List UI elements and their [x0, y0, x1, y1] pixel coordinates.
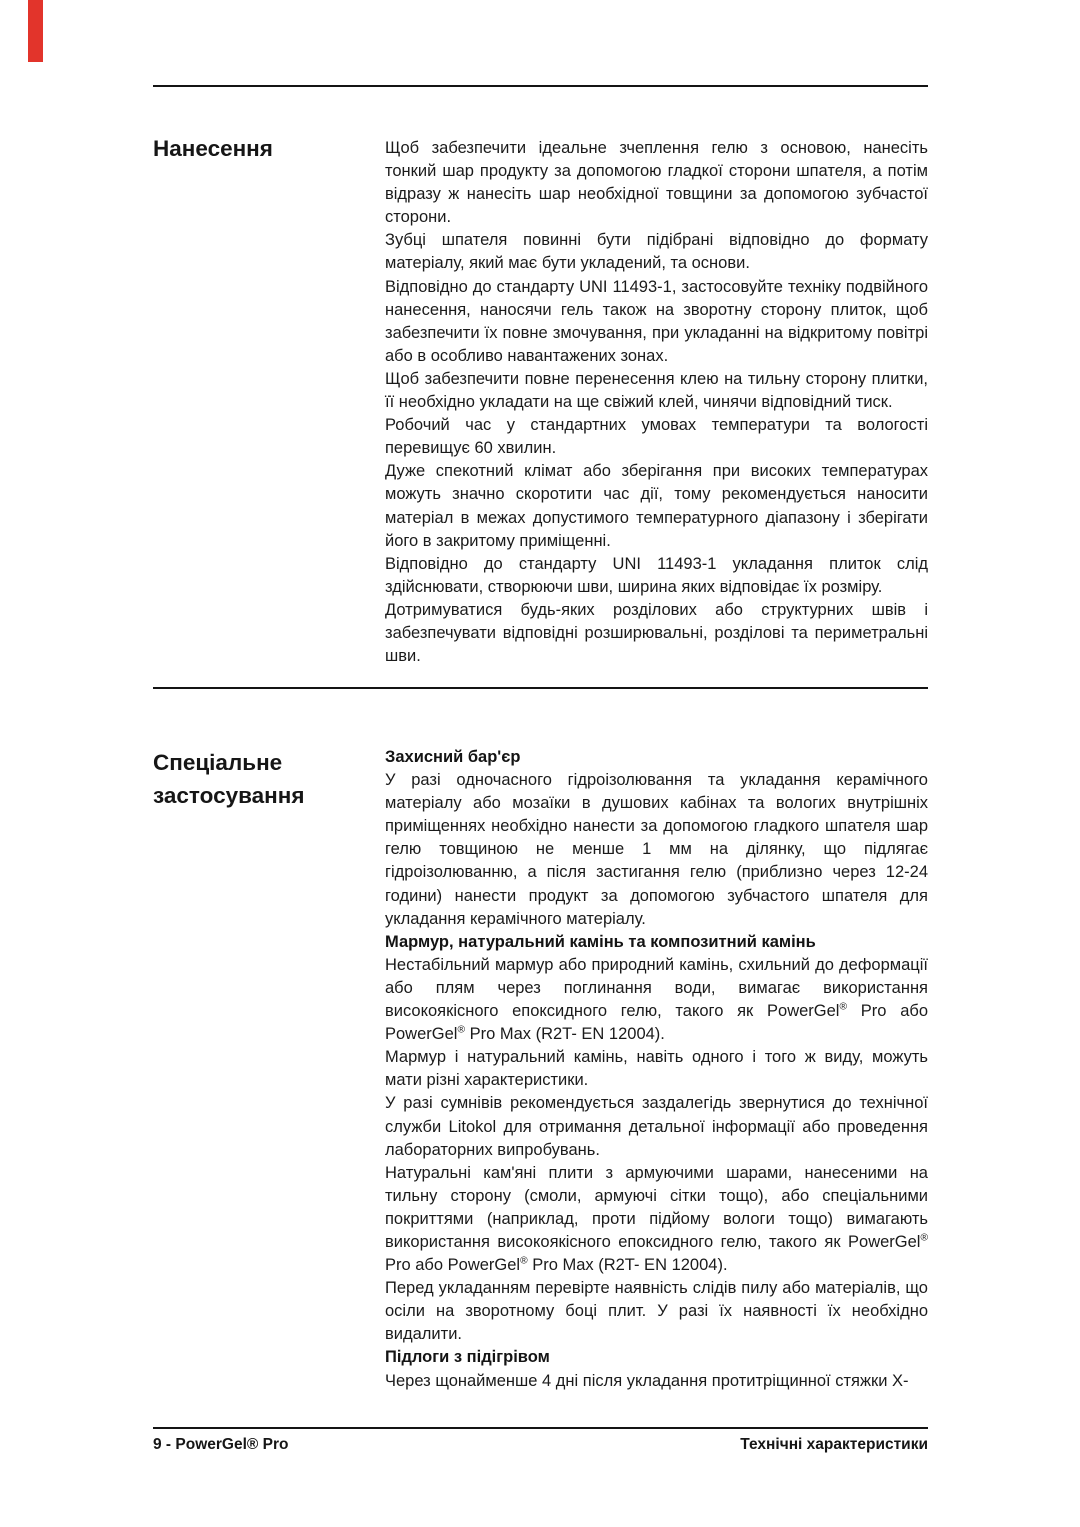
body-paragraph: Відповідно до стандарту UNI 11493-1 укладання плиток слід здійснювати, створюючи шви, ширина яких відповідає їх розміру. — [385, 554, 928, 596]
body-paragraph: У разі одночасного гідроізолювання та укладання керамічного матеріалу або мозаїки в душових кабінах та вологих внутрішніх приміщеннях необхідно нанести за допомогою гладкого шпателя шар гелю товщиною не менше 1 мм на ділянку, що підлягає гідроізолюванню, а після застигання гелю (приблизно через 12-24 години) нанести продукт за допомогою зубчастого шпателя для укладання керамічного матеріалу. — [385, 771, 928, 928]
body-paragraph: Дотримуватися будь-яких розділових або структурних швів і забезпечувати відповідні розширювальні, розділові та периметральні шви. — [385, 600, 928, 666]
footer-document-type: Технічні характеристики — [740, 1436, 928, 1453]
red-corner-mark — [28, 0, 43, 62]
body-paragraph: Натуральні кам'яні плити з армуючими шарами, нанесеними на тильну сторону (смоли, армуючі сітки тощо), або спеціальними покриттями (наприклад, проти підйому вологи тощо) вимагають використання високоякісного епоксидного гелю, такого як PowerGel® Pro або PowerGel® Pro Max (R2T- EN 12004). — [385, 1163, 928, 1275]
section-heading-special-application: Спеціальне застосування — [153, 750, 305, 808]
body-paragraph: Щоб забезпечити повне перенесення клею на тильну сторону плитки, її необхідно укладати на ще свіжий клей, чинячи відповідний тиск. — [385, 369, 928, 412]
body-paragraph: Робочий час у стандартних умовах температури та вологості перевищує 60 хвилин. — [385, 416, 928, 458]
body-subheading: Мармур, натуральний камінь та композитний камінь — [385, 932, 816, 951]
body-paragraph: У разі сумнівів рекомендується заздалегідь звернутися до технічної служби Litokol для отримання детальної інформації або проведення лабораторних випробувань. — [385, 1094, 928, 1159]
body-paragraph: Через щонайменше 4 дні після укладання протитріщинної стяжки X- — [385, 1371, 909, 1390]
body-paragraph: Дуже спекотний клімат або зберігання при високих температурах можуть значно скоротити час дії, тому рекомендується наносити матеріал в межах допустимого температурного діапазону і зберігати його в закритому приміщенні. — [385, 462, 928, 550]
body-paragraph: Відповідно до стандарту UNI 11493-1, застосовуйте техніку подвійного нанесення, наносячи гель також на зворотну сторону плиток, щоб забезпечити їх повне змочування, при укладанні на відкритому повітрі або в особливо навантажених зонах. — [385, 277, 928, 365]
body-paragraph: Перед укладанням перевірте наявність слідів пилу або матеріалів, що осіли на зворотному боці плит. У разі їх наявності їх необхідно видалити. — [385, 1279, 928, 1344]
section-heading-application: Нанесення — [153, 136, 273, 161]
footer-rule — [153, 1427, 928, 1429]
body-subheading: Підлоги з підігрівом — [385, 1348, 550, 1367]
section-body-application — [385, 137, 928, 668]
body-paragraph: Мармур і натуральний камінь, навіть одного і того ж виду, можуть мати різні характеристики. — [385, 1048, 928, 1090]
section-body-special-application — [385, 746, 928, 1393]
top-rule — [153, 85, 928, 87]
footer-page-number: 9 - PowerGel® Pro — [153, 1436, 289, 1453]
body-paragraph: Нестабільний мармур або природний камінь, схильний до деформації або плям через поглинання води, вимагає використання високоякісного епоксидного гелю, такого як PowerGel® Pro або PowerGel® Pro Max (R2T- EN 12004). — [385, 955, 929, 1044]
body-paragraph: Щоб забезпечити ідеальне зчеплення гелю з основою, нанесіть тонкий шар продукту за допомогою гладкої сторони шпателя, а потім відразу ж нанесіть шар необхідної товщини за допомогою зубчастої сторони. — [385, 139, 928, 227]
body-paragraph: Зубці шпателя повинні бути підібрані відповідно до формату матеріалу, який має бути укладений, та основи. — [385, 231, 928, 273]
body-subheading: Захисний бар'єр — [385, 748, 521, 766]
section-divider — [153, 687, 928, 689]
